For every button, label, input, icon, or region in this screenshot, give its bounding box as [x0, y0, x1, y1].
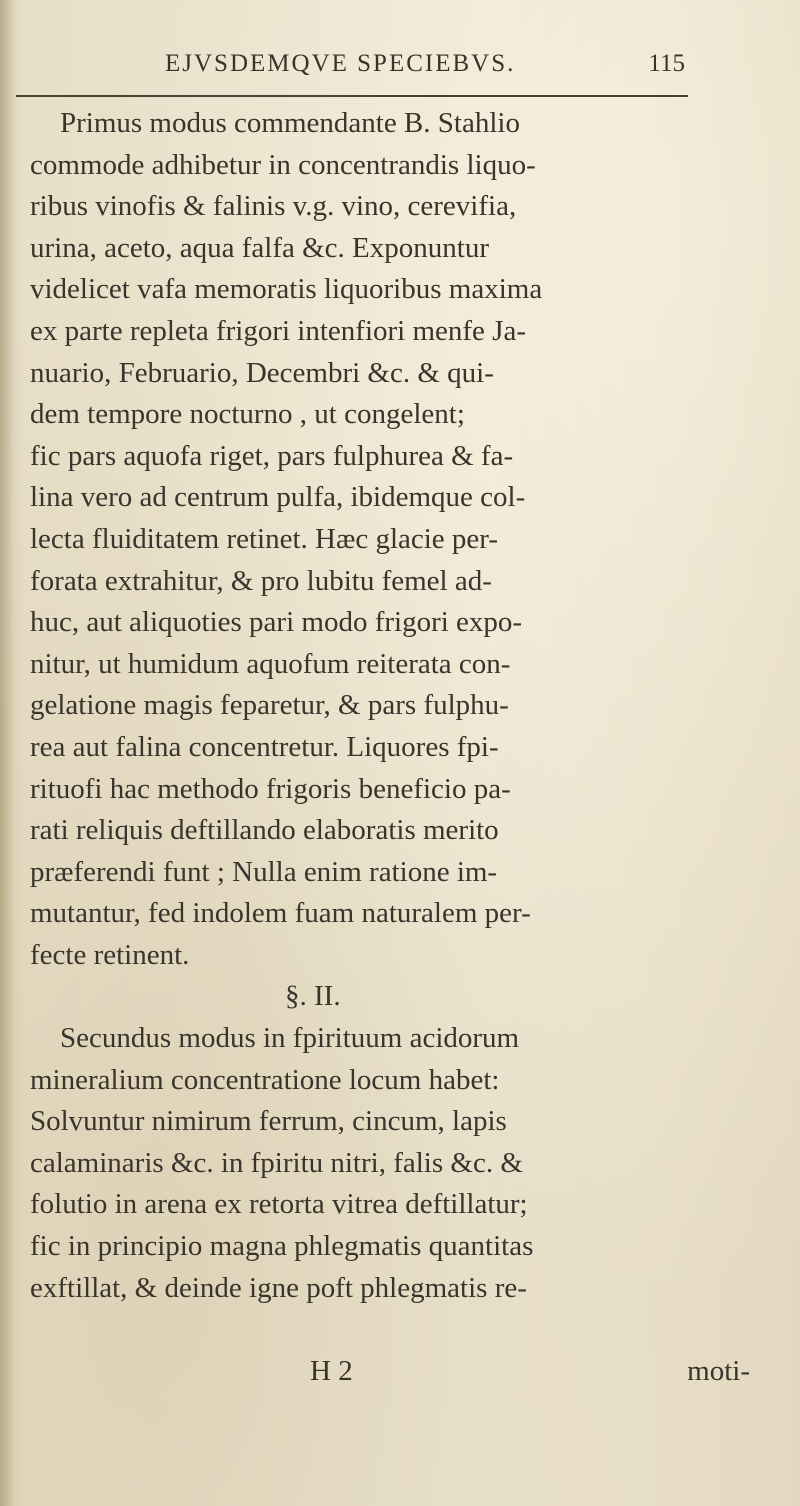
header-rule	[16, 95, 688, 97]
text-line: nitur, ut humidum aquofum reiterata con-	[30, 647, 511, 680]
text-line: fecte retinent.	[30, 938, 190, 971]
text-line: mineralium concentratione locum habet:	[30, 1063, 500, 1096]
text-line: lina vero ad centrum pulfa, ibidemque col-	[30, 481, 526, 514]
text-line: gelatione magis feparetur, & pars fulphu-	[30, 689, 509, 722]
running-head: EJVSDEMQVE SPECIEBVS.	[165, 50, 516, 77]
body-text	[30, 103, 770, 1309]
text-line: ribus vinofis & falinis v.g. vino, cerevifia,	[30, 190, 517, 223]
text-line: fic in principio magna phlegmatis quantitas	[30, 1230, 534, 1263]
text-line: rati reliquis deftillando elaboratis merito	[30, 814, 499, 847]
text-line: Solvuntur nimirum ferrum, cincum, lapis	[30, 1105, 507, 1138]
page-header	[165, 50, 685, 90]
text-line: rituofi hac methodo frigoris beneficio pa-	[30, 772, 511, 805]
catchword: moti-	[687, 1355, 750, 1387]
page-footer	[30, 1350, 770, 1392]
text-line: folutio in arena ex retorta vitrea deftillatur;	[30, 1188, 528, 1221]
text-line: urina, aceto, aqua falfa &c. Exponuntur	[30, 231, 489, 264]
page-number: 115	[648, 50, 685, 77]
text-line: præferendi funt ; Nulla enim ratione im-	[30, 855, 498, 888]
signature-mark: H 2	[310, 1355, 353, 1387]
section-heading: §. II.	[285, 980, 341, 1013]
text-line: fic pars aquofa riget, pars fulphurea & fa-	[30, 439, 514, 472]
text-line: videlicet vafa memoratis liquoribus maxima	[30, 273, 543, 306]
text-line: lecta fluiditatem retinet. Hæc glacie per-	[30, 522, 499, 555]
text-line: forata extrahitur, & pro lubitu femel ad-	[30, 564, 492, 597]
text-line: rea aut falina concentretur. Liquores fpi-	[30, 730, 499, 763]
text-line: mutantur, fed indolem fuam naturalem per-	[30, 897, 531, 930]
text-line: Secundus modus in fpirituum acidorum	[60, 1022, 520, 1055]
text-line: dem tempore nocturno , ut congelent;	[30, 398, 465, 431]
text-line: ex parte repleta frigori intenfiori menfe Ja-	[30, 314, 526, 347]
text-line: Primus modus commendante B. Stahlio	[60, 107, 520, 139]
text-line: nuario, Februario, Decembri &c. & qui-	[30, 356, 494, 389]
text-line: calaminaris &c. in fpiritu nitri, falis &c. &	[30, 1146, 523, 1179]
text-line: huc, aut aliquoties pari modo frigori expo-	[30, 606, 523, 639]
text-line: commode adhibetur in concentrandis liquo-	[30, 148, 536, 181]
page-gutter-shadow	[0, 0, 14, 1506]
text-line: exftillat, & deinde igne poft phlegmatis re-	[30, 1271, 527, 1304]
